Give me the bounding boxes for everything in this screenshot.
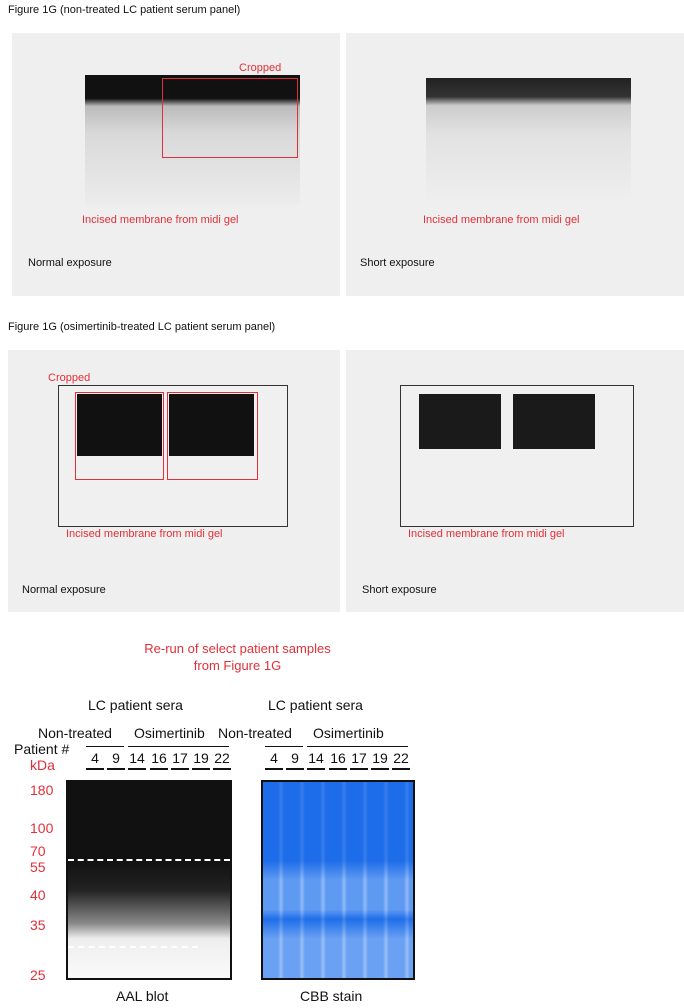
lane-underline bbox=[192, 768, 210, 770]
cropped-region-box bbox=[75, 392, 164, 480]
kda-marker: 25 bbox=[30, 967, 46, 983]
short-exposure-panel-1 bbox=[346, 33, 684, 296]
aal-group-title: LC patient sera bbox=[88, 697, 183, 713]
lane-label: 22 bbox=[214, 750, 230, 766]
lane-underline bbox=[371, 768, 389, 770]
lane-underline bbox=[329, 768, 347, 770]
kda-marker: 100 bbox=[30, 820, 54, 836]
kda-marker: 40 bbox=[30, 887, 46, 903]
lane-label: 17 bbox=[172, 750, 188, 766]
cbb-group-title: LC patient sera bbox=[268, 697, 363, 713]
normal-exposure-label: Normal exposure bbox=[22, 584, 106, 596]
kda-marker: 180 bbox=[30, 782, 54, 798]
lane-underline bbox=[392, 768, 410, 770]
rerun-title bbox=[80, 640, 395, 674]
rerun-title-line1: Re-run of select patient samples bbox=[144, 641, 331, 656]
stain-overlay bbox=[263, 782, 413, 978]
aal-blot-image bbox=[66, 780, 232, 980]
band-region bbox=[513, 394, 595, 449]
cropped-region-box bbox=[167, 392, 258, 480]
cbb-non-treated-label: Non-treated bbox=[218, 725, 292, 741]
lane-label: 22 bbox=[393, 750, 409, 766]
lane-underline bbox=[350, 768, 368, 770]
cbb-caption: CBB stain bbox=[300, 988, 363, 1004]
lane-underline bbox=[265, 768, 283, 770]
lane-label: 4 bbox=[91, 750, 99, 766]
aal-non-treated-label: Non-treated bbox=[38, 725, 112, 741]
lane-label: 17 bbox=[351, 750, 367, 766]
incised-label: Incised membrane from midi gel bbox=[82, 214, 239, 226]
blot-membrane bbox=[400, 385, 634, 527]
lane-underline bbox=[286, 768, 304, 770]
aal-caption: AAL blot bbox=[116, 988, 169, 1004]
lane-label: 9 bbox=[291, 750, 299, 766]
figure-1g-osimertinib-title: Figure 1G (osimertinib-treated LC patient serum panel) bbox=[8, 321, 276, 333]
short-exposure-panel-2 bbox=[346, 350, 684, 612]
lane-label: 19 bbox=[372, 750, 388, 766]
lane-underline bbox=[128, 768, 146, 770]
cbb-osimertinib-label: Osimertinib bbox=[313, 725, 384, 741]
cropped-region-box bbox=[162, 78, 298, 158]
short-exposure-label: Short exposure bbox=[360, 257, 435, 269]
lane-label: 16 bbox=[151, 750, 167, 766]
kda-marker: 55 bbox=[30, 859, 46, 875]
incised-label: Incised membrane from midi gel bbox=[66, 528, 223, 540]
lane-underline bbox=[86, 768, 104, 770]
crop-line bbox=[68, 859, 230, 861]
incised-label: Incised membrane from midi gel bbox=[423, 214, 580, 226]
cbb-stain-image bbox=[261, 780, 415, 980]
short-exposure-label: Short exposure bbox=[362, 584, 437, 596]
cropped-label: Cropped bbox=[48, 372, 91, 384]
lane-underline bbox=[150, 768, 168, 770]
cropped-label: Cropped bbox=[239, 62, 282, 74]
normal-exposure-panel-2 bbox=[8, 350, 340, 612]
normal-exposure-label: Normal exposure bbox=[28, 257, 112, 269]
lane-label: 4 bbox=[270, 750, 278, 766]
lane-underline bbox=[107, 768, 125, 770]
aal-osimertinib-label: Osimertinib bbox=[134, 725, 205, 741]
crop-line bbox=[68, 946, 198, 948]
kda-marker: 35 bbox=[30, 917, 46, 933]
lane-underline bbox=[307, 768, 325, 770]
lane-underline bbox=[171, 768, 189, 770]
lane-label: 14 bbox=[308, 750, 324, 766]
kda-label: kDa bbox=[30, 757, 55, 773]
lane-label: 16 bbox=[330, 750, 346, 766]
patient-label: Patient # bbox=[14, 741, 70, 757]
normal-exposure-panel-1 bbox=[12, 33, 340, 296]
lane-label: 9 bbox=[112, 750, 120, 766]
lane-label: 14 bbox=[129, 750, 145, 766]
lane-underline bbox=[213, 768, 231, 770]
kda-marker: 70 bbox=[30, 843, 46, 859]
band-region bbox=[419, 394, 501, 449]
figure-1g-nontreated-title: Figure 1G (non-treated LC patient serum panel) bbox=[8, 4, 241, 16]
lane-label: 19 bbox=[193, 750, 209, 766]
rerun-title-line2: from Figure 1G bbox=[193, 658, 282, 673]
incised-label: Incised membrane from midi gel bbox=[408, 528, 565, 540]
blot-membrane bbox=[426, 78, 631, 203]
